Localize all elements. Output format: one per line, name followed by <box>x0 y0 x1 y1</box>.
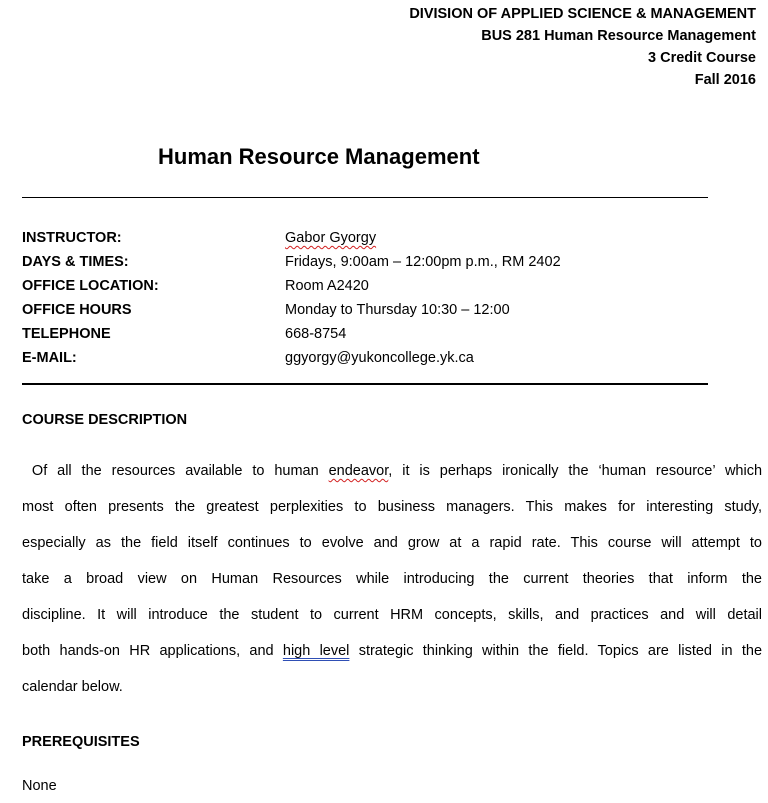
document-header <box>409 3 756 91</box>
description-text: both hands-on HR applications, and <box>22 643 283 659</box>
telephone-row <box>22 322 561 346</box>
description-line: discipline. It will introduce the student to current HRM concepts, skills, and practices and will detail <box>22 607 762 623</box>
top-divider <box>22 197 708 198</box>
prerequisites-heading: PREREQUISITES <box>22 734 140 750</box>
description-line: most often presents the greatest perplexities to business managers. This makes for interesting study, <box>22 499 762 515</box>
prerequisites-value: None <box>22 778 57 794</box>
course-info-table <box>22 226 561 370</box>
instructor-value: Gabor Gyorgy <box>285 230 377 246</box>
description-line: take a broad view on Human Resources while introducing the current theories that inform the <box>22 571 762 587</box>
office-hours-row <box>22 298 561 322</box>
credit-count: 3 Credit Course <box>648 50 756 66</box>
bottom-divider <box>22 383 708 385</box>
description-text: strategic thinking within the field. Topics are listed in the <box>349 643 763 659</box>
description-line <box>22 453 762 489</box>
days-times-row <box>22 250 561 274</box>
course-description-heading: COURSE DESCRIPTION <box>22 412 188 428</box>
telephone-value: 668-8754 <box>285 326 347 342</box>
office-location-value: Room A2420 <box>285 278 369 294</box>
page-title: Human Resource Management <box>158 144 480 169</box>
division-name: DIVISION OF APPLIED SCIENCE & MANAGEMENT <box>409 6 756 22</box>
office-location-row <box>22 274 561 298</box>
email-label: E-MAIL: <box>22 350 77 366</box>
course-description-body <box>22 453 762 705</box>
course-code: BUS 281 Human Resource Management <box>481 28 756 44</box>
description-line: especially as the field itself continues to evolve and grow at a rapid rate. This course will attempt to <box>22 535 762 551</box>
description-text: endeavor <box>328 463 389 479</box>
instructor-label: INSTRUCTOR: <box>22 230 122 246</box>
office-hours-label: OFFICE HOURS <box>22 302 132 318</box>
description-text: , it is perhaps ironically the ‘human resource’ which <box>388 463 763 479</box>
office-hours-value: Monday to Thursday 10:30 – 12:00 <box>285 302 510 318</box>
description-line: calendar below. <box>22 679 123 695</box>
description-line <box>22 633 762 669</box>
instructor-row <box>22 226 561 250</box>
email-row <box>22 346 561 370</box>
days-times-value: Fridays, 9:00am – 12:00pm p.m., RM 2402 <box>285 254 561 270</box>
office-location-label: OFFICE LOCATION: <box>22 278 159 294</box>
email-value: ggyorgy@yukoncollege.yk.ca <box>285 350 474 366</box>
description-text: high level <box>282 643 350 659</box>
description-text: Of all the resources available to human <box>31 463 329 479</box>
telephone-label: TELEPHONE <box>22 326 111 342</box>
term: Fall 2016 <box>694 72 756 88</box>
days-times-label: DAYS & TIMES: <box>22 254 129 270</box>
